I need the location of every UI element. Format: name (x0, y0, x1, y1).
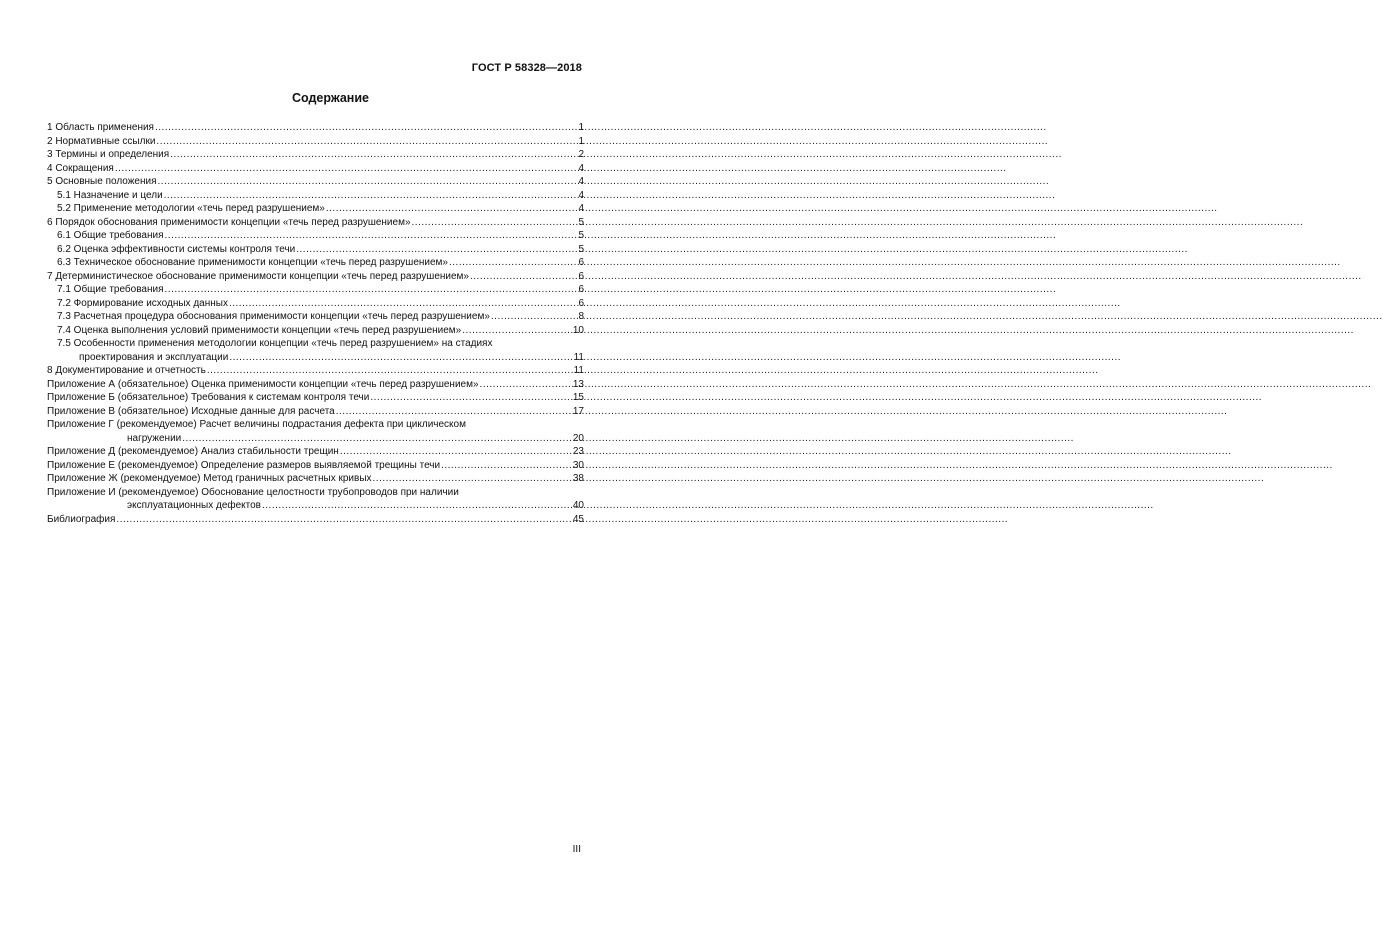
toc-leader-dots (296, 243, 577, 257)
toc-entry[interactable] (47, 324, 584, 338)
toc-entry-page: 5 (578, 230, 584, 241)
toc-entry-text: Библиография (47, 513, 116, 525)
toc-entry-text: Приложение А (обязательное) Оценка применимости концепции «течь перед разрушением» (47, 378, 479, 390)
toc-leader-dots (158, 175, 578, 189)
toc-leader-dots (441, 459, 572, 473)
toc-leader-dots (462, 324, 572, 338)
toc-entry-text: 6 Порядок обоснования применимости концепции «течь перед разрушением» (47, 216, 411, 228)
toc-entry-text-continued: эксплуатационных дефектов (127, 500, 261, 511)
toc-entry-page: 10 (572, 324, 584, 336)
toc-entry-text: 5.1 Назначение и цели (57, 189, 163, 201)
toc-leader-dots (373, 472, 572, 486)
toc-entry-text: 7 Детерминистическое обоснование применимости концепции «течь перед разрушением» (47, 270, 469, 282)
toc-leader-dots (165, 283, 578, 297)
toc-leader-dots (164, 189, 578, 203)
toc-entry[interactable] (47, 472, 584, 486)
toc-entry-page: 8 (578, 311, 584, 322)
toc-leader-dots (165, 229, 578, 243)
toc-entry[interactable] (47, 216, 584, 230)
toc-entry-page: 45 (572, 513, 584, 525)
toc-leader-dots (170, 148, 577, 162)
toc-entry-text: 4 Сокращения (47, 162, 114, 174)
table-of-contents (47, 121, 584, 526)
toc-leader-dots (412, 216, 578, 230)
toc-leader-dots (491, 310, 578, 324)
toc-entry[interactable] (47, 513, 584, 527)
document-code: ГОСТ Р 58328—2018 (471, 62, 582, 74)
toc-entry-page: 6 (578, 270, 584, 282)
toc-leader-dots (229, 351, 572, 365)
toc-entry-text-continued: проектирования и эксплуатации (79, 351, 229, 363)
toc-entry-text-continued: нагружении (127, 432, 182, 444)
toc-entry[interactable] (47, 189, 584, 203)
toc-entry-text: 6.2 Оценка эффективности системы контроля течи (57, 243, 296, 255)
toc-entry[interactable] (47, 243, 584, 257)
toc-entry-page: 38 (572, 473, 584, 484)
toc-leader-dots (480, 378, 572, 392)
toc-entry-page: 6 (578, 297, 584, 309)
toc-entry[interactable] (47, 148, 584, 162)
toc-entry[interactable] (47, 229, 584, 243)
toc-entry-page: 4 (578, 176, 584, 187)
toc-entry[interactable] (47, 175, 584, 189)
toc-leader-dots (155, 121, 577, 135)
page-number: III (572, 844, 581, 855)
toc-leader-dots (340, 445, 572, 459)
toc-entry-page: 23 (572, 446, 584, 457)
toc-entry[interactable] (47, 459, 584, 473)
toc-entry-text: Приложение И (рекомендуемое) Обоснование целостности трубопроводов при наличии (47, 486, 459, 498)
toc-entry-page: 1 (578, 122, 584, 133)
toc-entry-text: Приложение Г (рекомендуемое) Расчет величины подрастания дефекта при циклическом (47, 419, 466, 430)
toc-entry-page: 13 (572, 378, 584, 390)
toc-leader-dots (336, 405, 572, 419)
toc-entry-page: 4 (578, 203, 584, 214)
toc-entry-page: 4 (578, 162, 584, 174)
toc-leader-dots (116, 513, 571, 527)
toc-entry-text: Приложение Ж (рекомендуемое) Метод граничных расчетных кривых (47, 473, 372, 484)
toc-entry-text: 1 Область применения (47, 122, 154, 133)
toc-leader-dots (470, 270, 577, 284)
toc-entry-page: 5 (578, 243, 584, 255)
toc-leader-dots (262, 499, 572, 513)
toc-entry[interactable] (47, 378, 584, 392)
toc-entry-page: 1 (578, 135, 584, 147)
toc-entry-page: 6 (578, 284, 584, 295)
toc-title: Содержание (291, 91, 369, 105)
toc-leader-dots (449, 256, 577, 270)
toc-entry-page: 6 (578, 257, 584, 268)
toc-entry-text: Приложение Е (рекомендуемое) Определение размеров выявляемой трещины течи (47, 459, 441, 471)
toc-entry-page: 20 (572, 432, 584, 444)
toc-entry[interactable] (47, 270, 584, 284)
toc-entry[interactable] (47, 162, 584, 176)
toc-entry-page: 17 (572, 405, 584, 417)
toc-entry[interactable] (47, 283, 584, 297)
toc-entry-text: Приложение Д (рекомендуемое) Анализ стабильности трещин (47, 446, 339, 457)
toc-entry[interactable] (47, 445, 584, 459)
document-page (0, 0, 661, 935)
toc-entry-page: 5 (578, 216, 584, 228)
toc-entry[interactable] (47, 391, 584, 405)
toc-entry-page: 11 (573, 351, 584, 363)
toc-entry-page: 40 (572, 500, 584, 511)
toc-entry-page: 30 (572, 459, 584, 471)
toc-leader-dots (326, 202, 578, 216)
toc-entry[interactable] (47, 121, 584, 135)
toc-leader-dots (370, 391, 572, 405)
toc-entry[interactable] (47, 256, 584, 270)
toc-entry-text: Приложение Б (обязательное) Требования к системам контроля течи (47, 392, 370, 403)
toc-entry-text: 5.2 Применение методологии «течь перед разрушением» (57, 203, 325, 214)
toc-leader-dots (182, 432, 572, 446)
toc-entry-text: 7.3 Расчетная процедура обоснования применимости концепции «течь перед разрушением» (57, 311, 490, 322)
toc-entry-text: 5 Основные положения (47, 176, 157, 187)
toc-entry-text: 7.4 Оценка выполнения условий применимости концепции «течь перед разрушением» (57, 324, 462, 336)
toc-entry-text: 7.2 Формирование исходных данных (57, 297, 228, 309)
toc-leader-dots (156, 135, 577, 149)
toc-leader-dots (115, 162, 578, 176)
toc-entry-page: 4 (578, 189, 584, 201)
toc-entry[interactable] (47, 297, 584, 311)
toc-entry-page: 2 (578, 149, 584, 160)
toc-entry-text: 2 Нормативные ссылки (47, 135, 156, 147)
toc-entry-page: 15 (572, 392, 584, 403)
toc-entry[interactable] (47, 486, 584, 513)
toc-entry[interactable] (47, 310, 584, 324)
toc-entry-text: 6.1 Общие требования (57, 230, 164, 241)
toc-entry[interactable] (47, 135, 584, 149)
toc-entry[interactable] (47, 405, 584, 419)
toc-entry-text: 7.1 Общие требования (57, 284, 164, 295)
toc-entry-text: 3 Термины и определения (47, 149, 170, 160)
toc-leader-dots (229, 297, 577, 311)
toc-entry-text: 7.5 Особенности применения методологии концепции «течь перед разрушением» на стадиях (57, 338, 493, 349)
toc-entry[interactable] (47, 364, 584, 378)
toc-entry-page: 11 (573, 365, 584, 376)
toc-entry[interactable] (47, 337, 584, 364)
toc-entry[interactable] (47, 418, 584, 445)
toc-entry-text: Приложение В (обязательное) Исходные данные для расчета (47, 405, 335, 417)
toc-entry-text: 8 Документирование и отчетность (47, 365, 206, 376)
toc-leader-dots (207, 364, 573, 378)
toc-entry-text: 6.3 Техническое обоснование применимости концепции «течь перед разрушением» (57, 257, 448, 268)
toc-entry[interactable] (47, 202, 584, 216)
